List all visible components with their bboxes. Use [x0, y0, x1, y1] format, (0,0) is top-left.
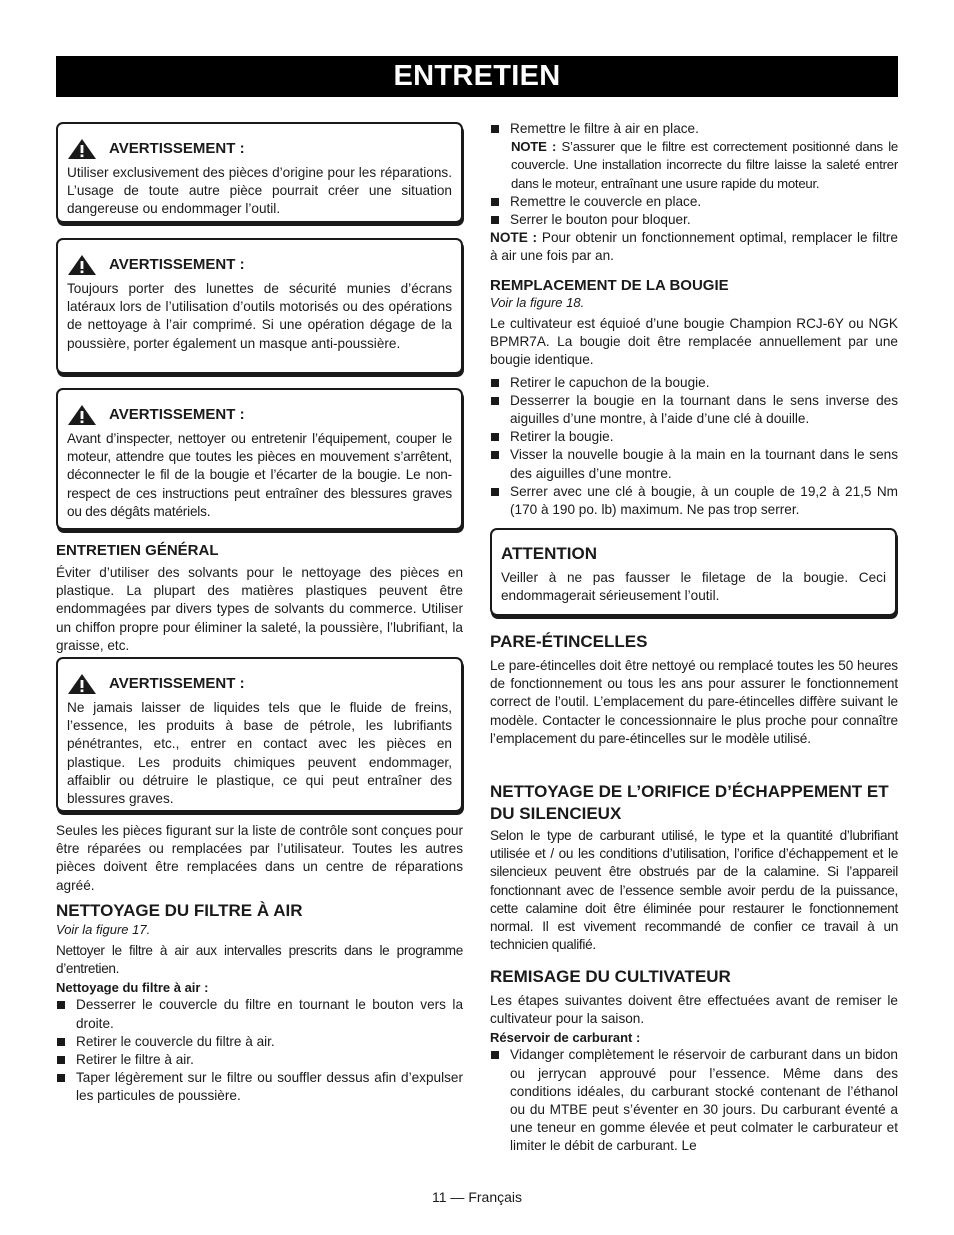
warning-title: AVERTISSEMENT :: [109, 255, 245, 273]
warning-header: [67, 403, 452, 427]
section-text: Éviter d’utiliser des solvants pour le nettoyage des pièces en plastique. La plupart des matières plastiques peuvent être endommagées par divers types de solvants du commerce. Utiliser un chiffon propre pour éliminer la saleté, la poussière, l’lubrifiant, la graisse, etc.: [56, 565, 463, 653]
warning-header: [67, 137, 452, 161]
list-item: Serrer le bouton pour bloquer.: [490, 211, 898, 229]
list-item: Desserrer le couvercle du filtre en tournant le bouton vers la droite.: [56, 996, 463, 1032]
filter-note: [490, 138, 898, 193]
filter-note-annual: [490, 229, 898, 265]
list-item: Retirer la bougie.: [490, 428, 898, 446]
note-label: NOTE :: [511, 139, 557, 155]
attention-title: ATTENTION: [501, 543, 598, 563]
warning-text: Avant d’inspecter, nettoyer ou entretenir l’équipement, couper le moteur, attendre que toutes les pièces en mouvement s’arrêtent, déconnecter le fil de la bougie et l’écarter de la bougie. Le non-respect de ces instructions peut entraîner des blessures graves ou des dégâts matériels.: [67, 431, 452, 519]
warning-box-liquids: [56, 657, 463, 812]
warning-triangle-icon: [67, 673, 97, 695]
section-heading: REMPLACEMENT DE LA BOUGIE: [490, 277, 729, 294]
attention-header: [501, 542, 886, 566]
page-footer: 11 — Français: [432, 1189, 522, 1205]
list-item: Retirer le couvercle du filtre à air.: [56, 1033, 463, 1051]
note-text: S’assurer que le filtre est correctement positionné dans le couvercle. Une installation incorrecte du filtre laisse la saleté entrer dans le moteur, entraînant une usure rapide du moteur.: [511, 139, 898, 191]
section-heading: NETTOYAGE DU FILTRE À AIR: [56, 901, 303, 920]
procedure-label: Réservoir de carburant :: [490, 1030, 641, 1046]
section-text: Selon le type de carburant utilisé, le type et la quantité d’lubrifiant utilisée et / ou les conditions d’utilisation, l’orifice d’échappement et le silencieux peuvent être obstrués par de la calamine. Si l’appareil fonctionnant avec de l’essence semble avoir perdu de la puissance, cette calamine doit être éliminée pour restaurer le fonctionnement normal. Il est vivement recommandé de confier ce travail à un technicien qualifié.: [490, 828, 898, 953]
warning-box-original-parts: [56, 122, 463, 223]
list-item: Serrer avec une clé à bougie, à un couple de 19,2 à 21,5 Nm (170 à 190 po. lb) maximum. Ne pas trop serrer.: [490, 483, 898, 519]
figure-reference: Voir la figure 17.: [56, 922, 151, 937]
warning-text: Toujours porter des lunettes de sécurité munies d’écrans latéraux lors de l’utilisation d’outils motorisés ou des opérations de nettoyage à l’air comprimé. Si une opération dégage de la poussière, porter également un masque anti-poussière.: [67, 281, 452, 351]
page-title: ENTRETIEN: [56, 56, 898, 97]
spark-arrestor-section: [490, 631, 898, 748]
air-filter-section: [56, 900, 463, 1106]
air-filter-continued: [490, 120, 898, 266]
list-item: Remettre le couvercle en place.: [490, 193, 898, 211]
section-text: Le cultivateur est équioé d’une bougie Champion RCJ-6Y ou NGK BPMR7A. La bougie doit être remplacée annuellement par une bougie identique.: [490, 316, 898, 368]
spark-steps-list: [490, 374, 898, 520]
list-item: Vidanger complètement le réservoir de carburant dans un bidon ou jerrycan approuvé pour l’essence. Même dans des conditions idéales, du carburant stocké contenant de l’éthanol ou du MTBE peut s’éventer en 30 jours. Du carburant éventé a une teneur en gomme élevée et peut colmater le carburateur et limiter le débit de carburant. Le: [490, 1046, 898, 1155]
section-heading: NETTOYAGE DE L’ORIFICE D’ÉCHAPPEMENT ET DU SILENCIEUX: [490, 782, 889, 823]
filter-steps-list-continued: [490, 120, 898, 138]
warning-title: AVERTISSEMENT :: [109, 139, 245, 157]
section-text: Les étapes suivantes doivent être effectuées avant de remiser le cultivateur pour la saison.: [490, 993, 898, 1027]
list-item: Desserrer la bougie en la tournant dans le sens inverse des aiguilles d’une montre, à l’aide d’une clé à douille.: [490, 392, 898, 428]
section-text: Nettoyer le filtre à air aux intervalles prescrits dans le programme d’entretien.: [56, 943, 463, 977]
note-text: Pour obtenir un fonctionnement optimal, remplacer le filtre à air une fois par an.: [490, 230, 898, 264]
attention-box: [490, 528, 897, 616]
filter-steps-list: [56, 996, 463, 1105]
warning-triangle-icon: [67, 404, 97, 426]
list-item: Taper légèrement sur le filtre ou souffler dessus afin d’expulser les particules de poussière.: [56, 1069, 463, 1105]
warning-text: Utiliser exclusivement des pièces d’origine pour les réparations. L’usage de toute autre pièce pourrait créer une situation dangereuse ou endommager l’outil.: [67, 165, 452, 217]
warning-title: AVERTISSEMENT :: [109, 674, 245, 692]
warning-triangle-icon: [67, 138, 97, 160]
note-label: NOTE :: [490, 230, 538, 246]
filter-steps-list-end: [490, 193, 898, 229]
section-heading: ENTRETIEN GÉNÉRAL: [56, 542, 219, 559]
list-item: Visser la nouvelle bougie à la main en la tournant dans le sens des aiguilles d’une montre.: [490, 446, 898, 482]
warning-triangle-icon: [67, 254, 97, 276]
parts-text: Seules les pièces figurant sur la liste de contrôle sont conçues pour être réparées ou remplacées par l’utilisateur. Toutes les autres pièces doivent être remplacées dans un centre de réparations agréé.: [56, 823, 463, 893]
attention-text: Veiller à ne pas fausser le filetage de la bougie. Ceci endommagerait sérieusement l’outil.: [501, 570, 886, 604]
list-item: Retirer le filtre à air.: [56, 1051, 463, 1069]
warning-title: AVERTISSEMENT :: [109, 405, 245, 423]
list-item: Remettre le filtre à air en place.: [490, 120, 898, 138]
storage-section: [490, 966, 898, 1156]
warning-header: [67, 672, 452, 696]
section-heading: PARE-ÉTINCELLES: [490, 632, 648, 651]
warning-box-before-inspect: [56, 388, 463, 530]
figure-reference: Voir la figure 18.: [490, 295, 585, 310]
list-item: Retirer le capuchon de la bougie.: [490, 374, 898, 392]
section-text: Le pare-étincelles doit être nettoyé ou remplacé toutes les 50 heures de fonctionnement ou tous les ans pour assurer le fonctionnement correct de l’outil. L’emplacement du pare-étincelles diffère suivant le modèle. Contacter le concessionnaire le plus proche pour connaître l’emplacement du pare-étincelles sur le modèle utilisé.: [490, 658, 898, 746]
spark-plug-section: [490, 276, 898, 519]
warning-text: Ne jamais laisser de liquides tels que le fluide de freins, l’essence, les produits à base de pétrole, les lubrifiants pénétrantes, etc., entrer en contact avec les pièces en plastique. Les produits chimiques peuvent endommager, affaiblir ou détruire le plastique, ce qui peut entraîner des blessures graves.: [67, 700, 452, 807]
warning-box-safety-glasses: [56, 238, 463, 374]
section-heading: REMISAGE DU CULTIVATEUR: [490, 967, 731, 986]
warning-header: [67, 253, 452, 277]
storage-steps-list: [490, 1046, 898, 1155]
general-maintenance-section: [56, 541, 463, 655]
exhaust-cleaning-section: [490, 781, 898, 954]
parts-paragraph: [56, 822, 463, 895]
procedure-label: Nettoyage du filtre à air :: [56, 980, 209, 996]
